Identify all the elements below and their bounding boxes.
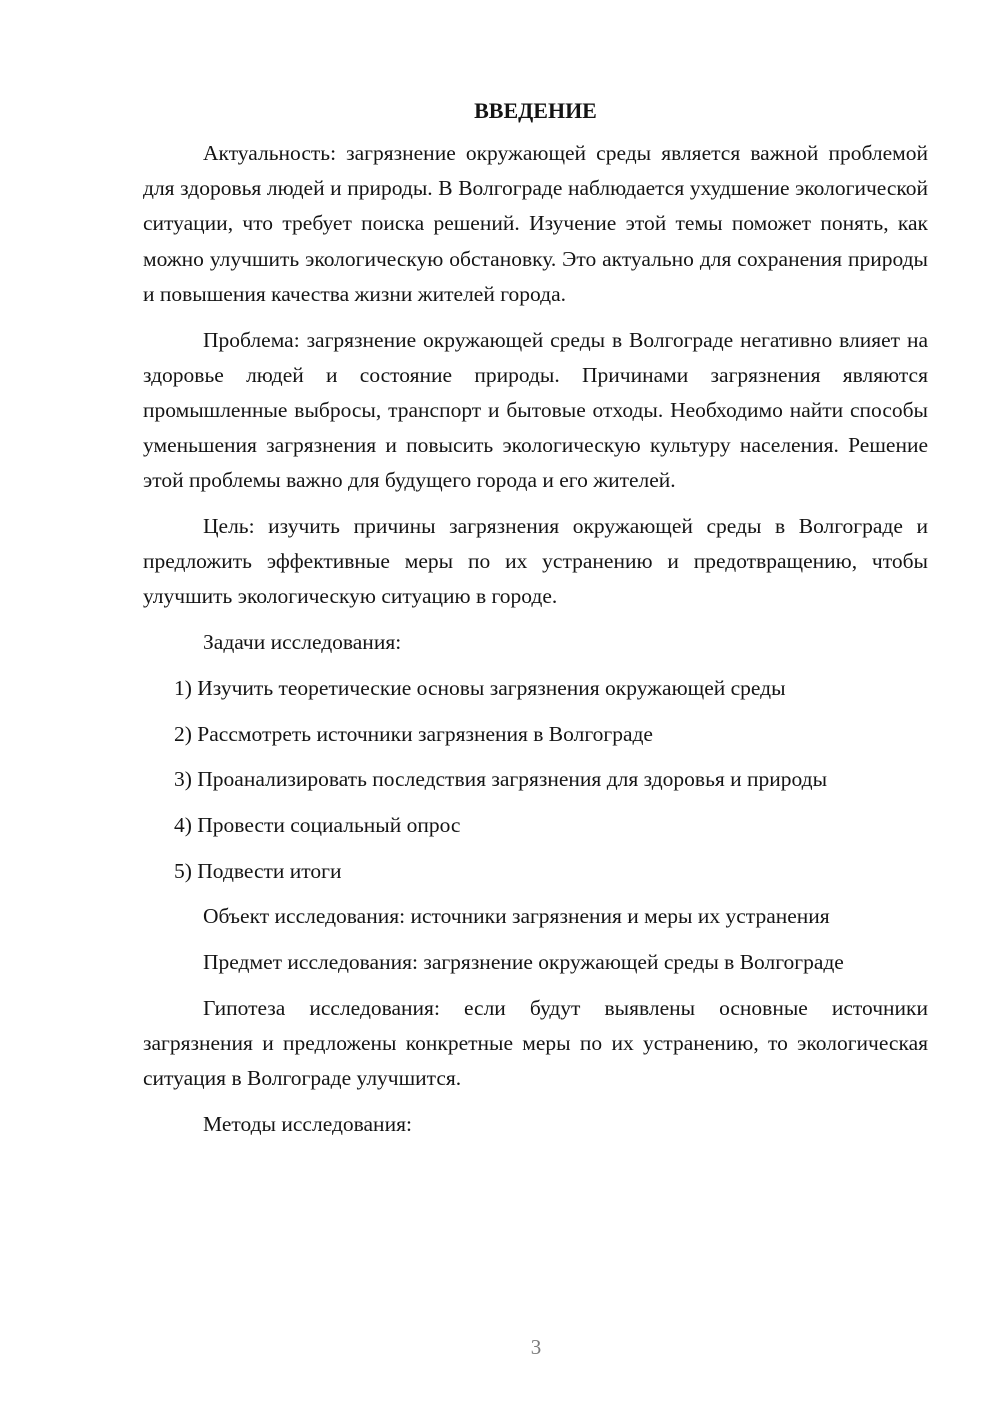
hypothesis-paragraph: Гипотеза исследования: если будут выявлены основные источники загрязнения и предложены конкретные меры по их устранению, то экологическая ситуация в Волгограде улучшится.	[143, 995, 928, 1091]
list-item: 4) Провести социальный опрос	[174, 812, 461, 837]
list-item: 1) Изучить теоретические основы загрязнения окружающей среды	[174, 675, 786, 700]
relevance-paragraph: Актуальность: загрязнение окружающей среды является важной проблемой для здоровья людей и природы. В Волгограде наблюдается ухудшение экологической ситуации, что требует поиска решений. Изучение этой темы поможет понять, как можно улучшить экологическую обстановку. Это актуально для сохранения природы и повышения качества жизни жителей города.	[143, 141, 928, 306]
tasks-heading: Задачи исследования:	[203, 630, 402, 655]
methods-heading: Методы исследования:	[203, 1111, 412, 1136]
page-number: 3	[530, 1335, 542, 1359]
tasks-list	[143, 671, 928, 889]
list-item: 2) Рассмотреть источники загрязнения в Волгограде	[174, 721, 653, 746]
list-item: 3) Проанализировать последствия загрязнения для здоровья и природы	[174, 767, 828, 792]
subject-paragraph: Предмет исследования: загрязнение окружающей среды в Волгограде	[203, 950, 844, 975]
object-paragraph: Объект исследования: источники загрязнения и меры их устранения	[203, 904, 830, 929]
document-page	[143, 93, 928, 1153]
goal-paragraph: Цель: изучить причины загрязнения окружающей среды в Волгограде и предложить эффективные меры по их устранению и предотвращению, чтобы улучшить экологическую ситуацию в городе.	[143, 514, 928, 609]
problem-paragraph: Проблема: загрязнение окружающей среды в Волгограде негативно влияет на здоровье людей и состояние природы. Причинами загрязнения являются промышленные выбросы, транспорт и бытовые отходы. Необходимо найти способы уменьшения загрязнения и повысить экологическую культуру населения. Решение этой проблемы важно для будущего города и его жителей.	[143, 327, 928, 493]
page-title: ВВЕДЕНИЕ	[474, 98, 597, 123]
list-item: 5) Подвести итоги	[174, 858, 342, 883]
